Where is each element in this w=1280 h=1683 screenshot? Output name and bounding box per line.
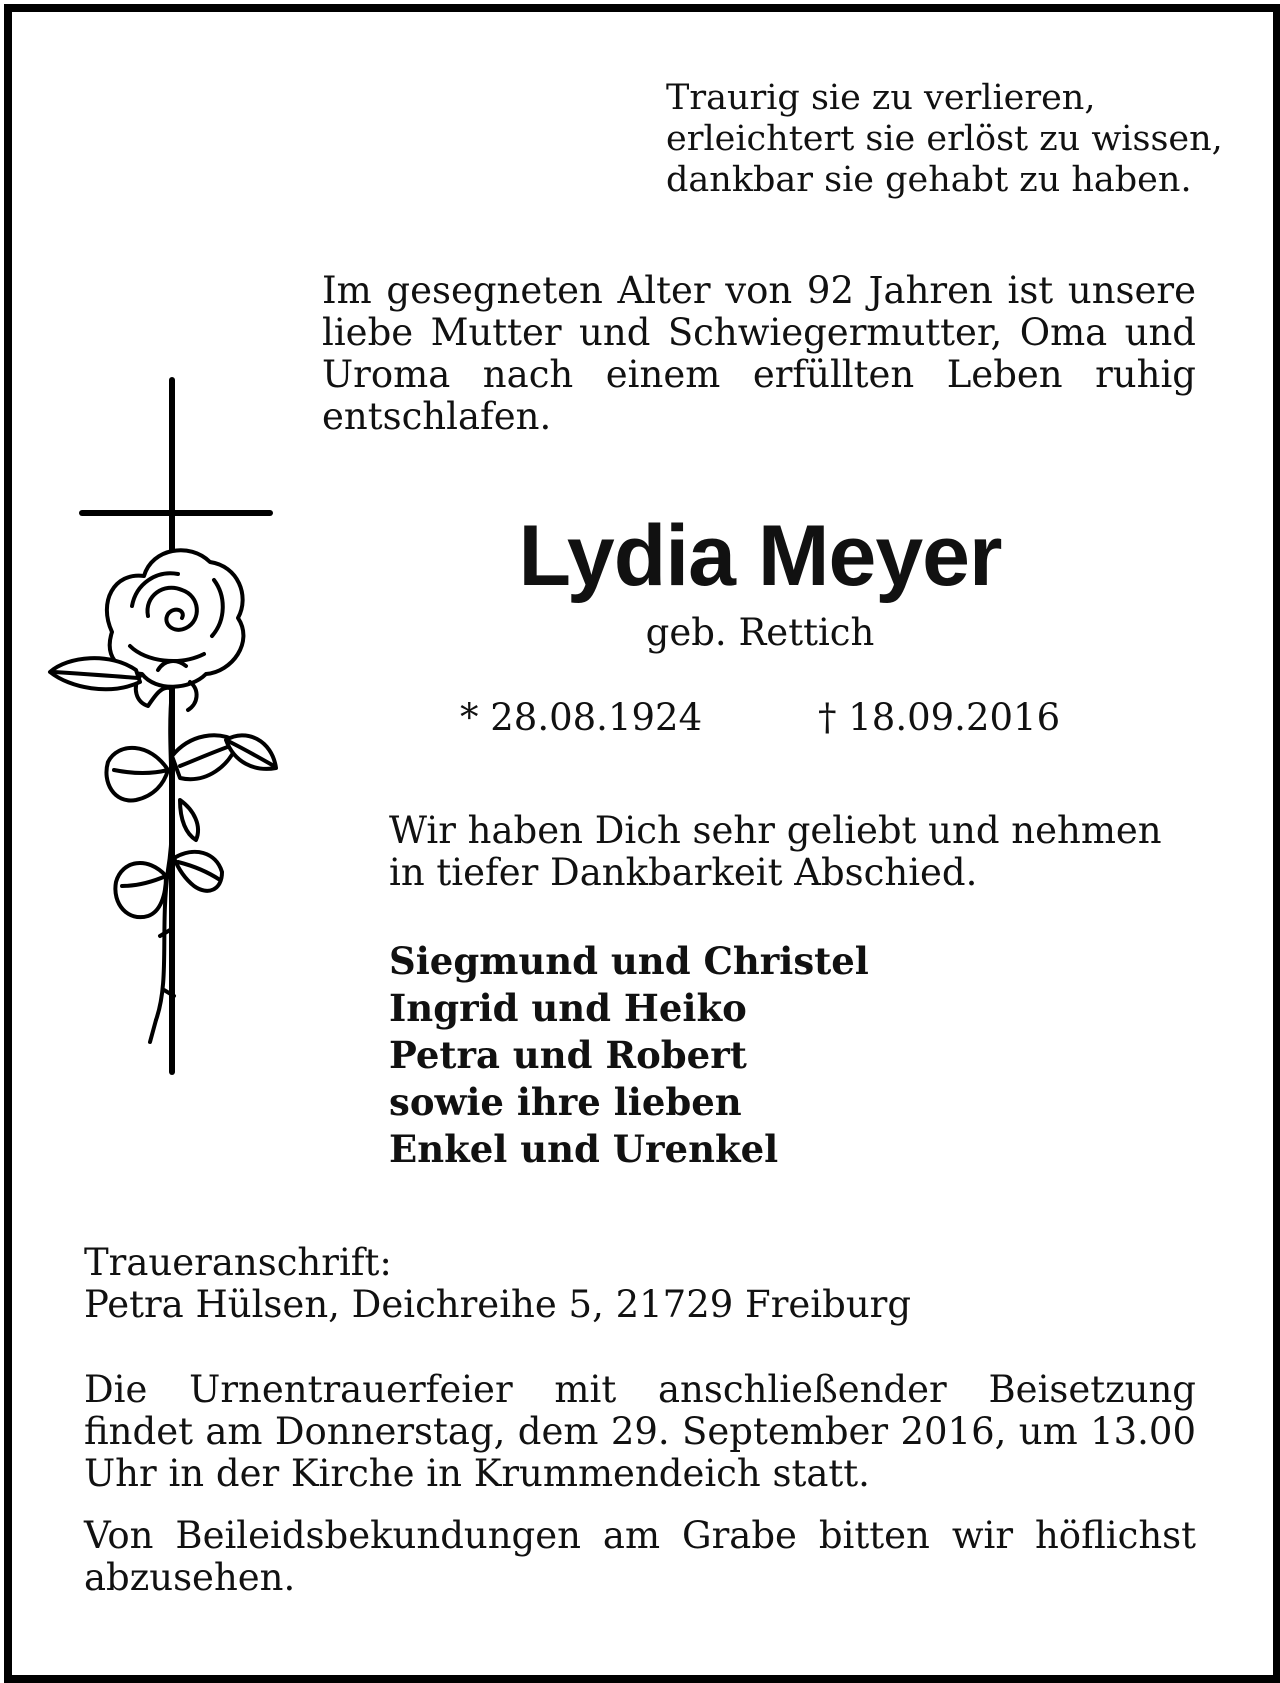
condolence-notice: Von Beileidsbekundungen am Grabe bitten wir höflichst abzusehen. xyxy=(84,1514,1196,1599)
address-value: Petra Hülsen, Deichreihe 5, 21729 Freiburg xyxy=(84,1283,912,1326)
quote-line: erleichtert sie erlöst zu wissen, xyxy=(666,119,1223,159)
mourner-entry: Enkel und Urenkel xyxy=(389,1127,779,1171)
mourner-entry: Ingrid und Heiko xyxy=(389,986,747,1030)
intro-paragraph: Im gesegneten Alter von 92 Jahren ist unsere liebe Mutter und Schwiegermutter, Oma und Uroma nach einem erfüllten Leben ruhig entschlafen. xyxy=(322,269,1196,438)
farewell-line: Wir haben Dich sehr geliebt und nehmen xyxy=(389,809,1162,852)
mourner-entry: Petra und Robert xyxy=(389,1033,747,1077)
birth-date: * 28.08.1924 xyxy=(460,696,703,739)
ceremony-notice: Die Urnentrauerfeier mit anschließender Beisetzung findet am Donnerstag, dem 29. September 2016, um 13.00 Uhr in der Kirche in Krummendeich statt. xyxy=(84,1368,1196,1495)
memorial-quote xyxy=(666,78,1226,201)
mourners-list xyxy=(389,938,869,1173)
farewell-line: in tiefer Dankbarkeit Abschied. xyxy=(389,851,978,894)
deceased-name: Lydia Meyer xyxy=(518,508,1002,604)
mourner-entry: sowie ihre lieben xyxy=(389,1080,742,1124)
mourner-entry: Siegmund und Christel xyxy=(389,939,869,983)
birth-name: geb. Rettich xyxy=(645,611,875,654)
death-date: † 18.09.2016 xyxy=(818,696,1061,739)
quote-line: Traurig sie zu verlieren, xyxy=(666,78,1096,118)
quote-line: dankbar sie gehabt zu haben. xyxy=(666,160,1192,200)
farewell-message xyxy=(389,810,1199,894)
cross-with-rose-icon xyxy=(40,370,300,1080)
address-label: Traueranschrift: xyxy=(84,1241,392,1284)
mourning-address xyxy=(84,1242,911,1326)
